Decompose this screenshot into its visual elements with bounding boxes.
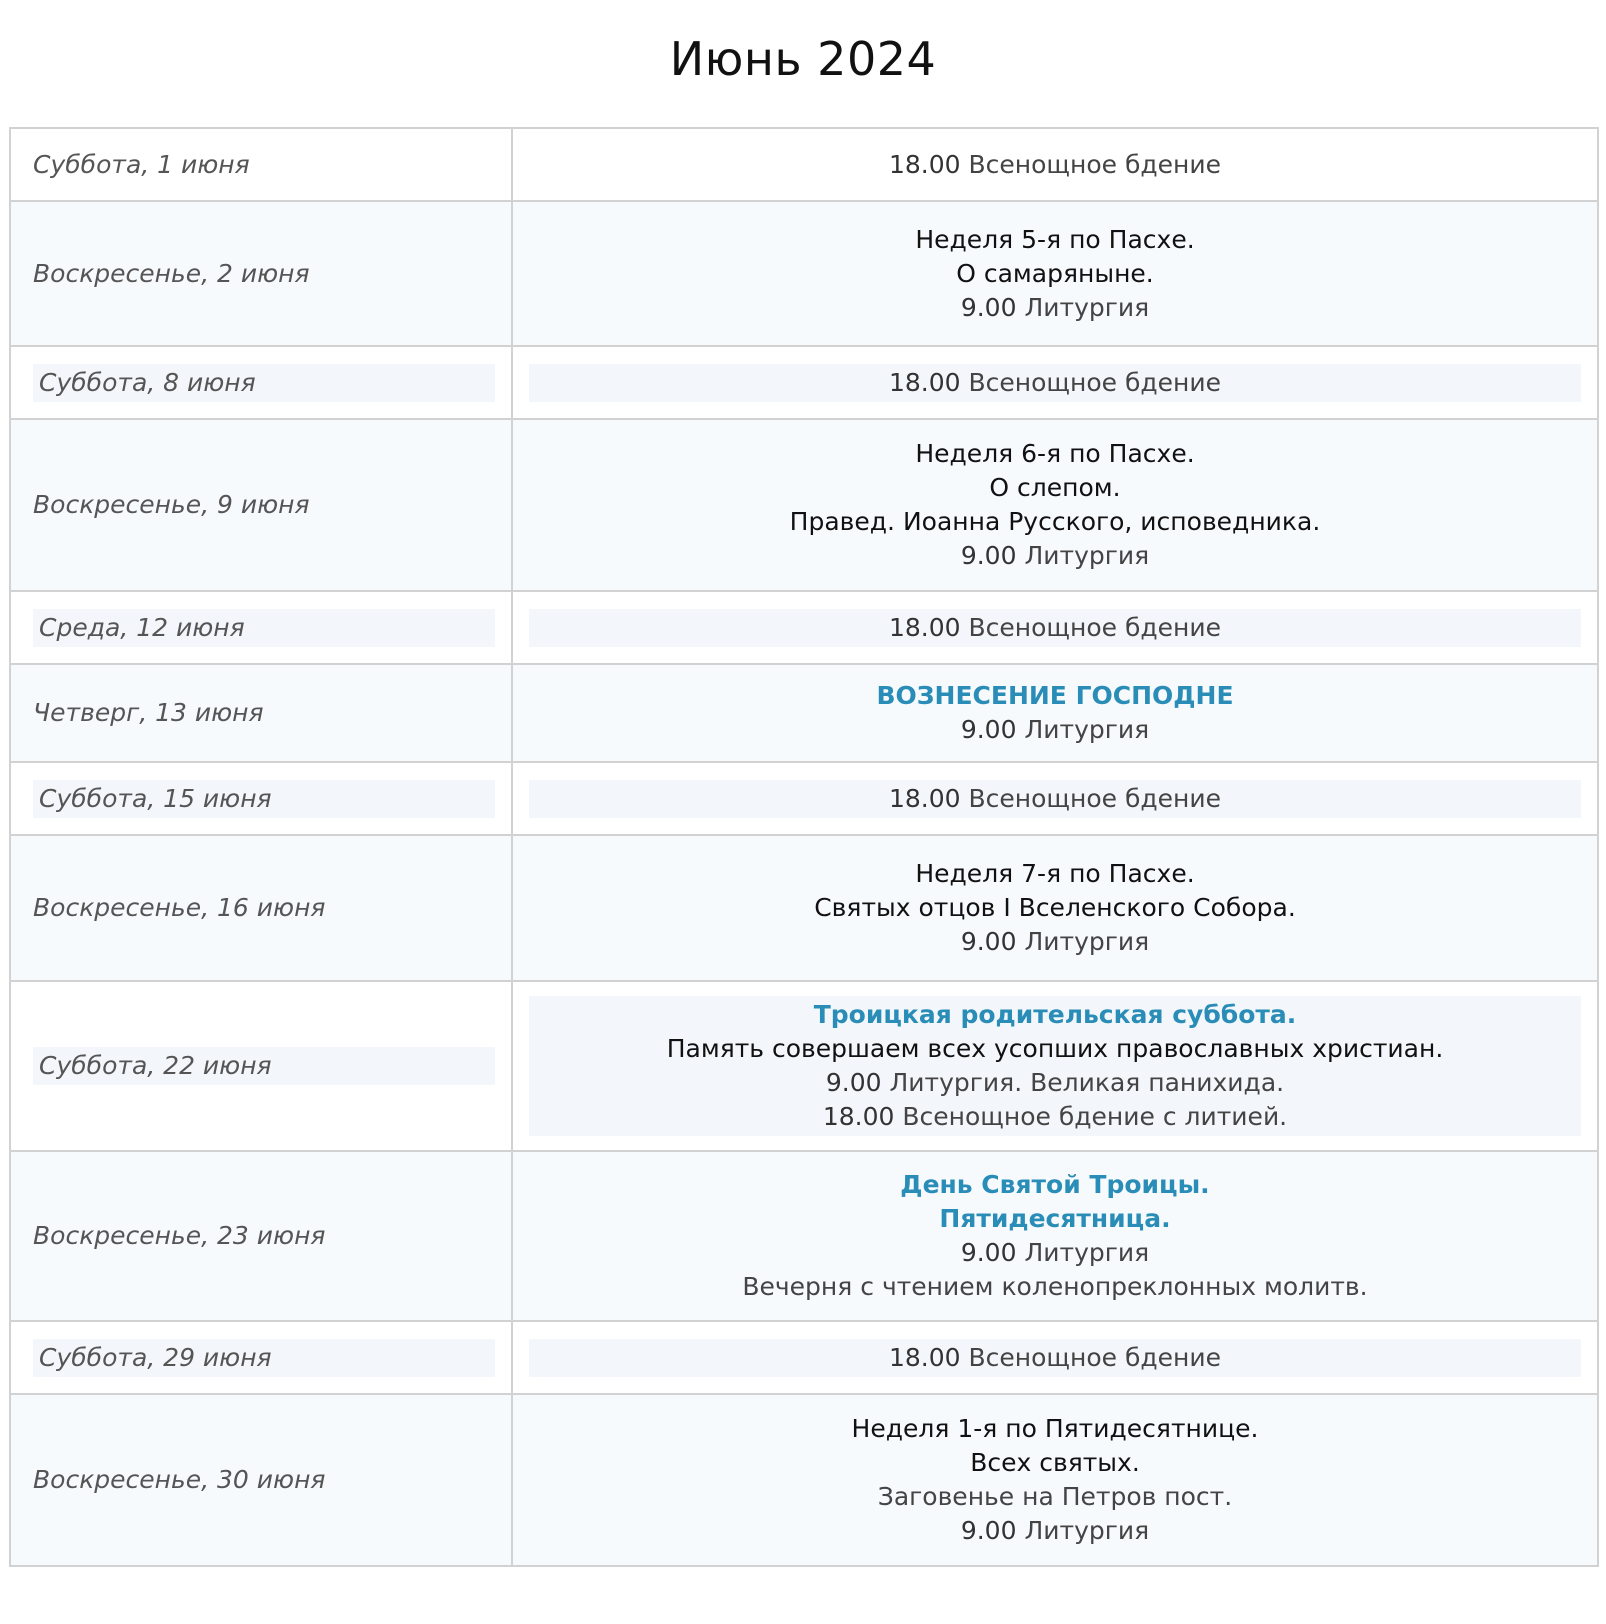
feast-line: Память совершаем всех усопших православных христиан.: [666, 1034, 1444, 1063]
table-row: [10, 664, 1598, 762]
service-line: [529, 713, 1581, 747]
event-cell: [512, 1151, 1598, 1321]
service-time: 18.00: [888, 367, 961, 397]
page-title: Июнь 2024: [669, 32, 937, 86]
table-row: [10, 1394, 1598, 1566]
service-line: [529, 364, 1581, 402]
service-name: Литургия: [1024, 715, 1150, 744]
date-label: Воскресенье, 30 июня: [33, 1465, 326, 1494]
service-name: Всенощное бдение с литией.: [902, 1102, 1288, 1131]
service-line: [529, 1339, 1581, 1377]
date-label: Воскресенье, 16 июня: [33, 893, 326, 922]
date-label: Суббота, 29 июня: [33, 1339, 495, 1377]
feast-line: Неделя 6-я по Пасхе.: [915, 439, 1195, 468]
date-cell: [10, 664, 512, 762]
service-name: Всенощное бдение: [968, 783, 1222, 813]
feast-highlight: ВОЗНЕСЕНИЕ ГОСПОДНЕ: [876, 681, 1234, 710]
service-name: Всенощное бдение: [968, 1342, 1222, 1372]
service-name: Литургия: [1024, 292, 1150, 322]
service-line: [529, 1514, 1581, 1548]
date-label: Суббота, 1 июня: [33, 149, 250, 179]
service-time: 18.00: [888, 612, 961, 642]
date-cell: [10, 419, 512, 591]
event-cell: [512, 664, 1598, 762]
service-line: [529, 291, 1581, 325]
service-line: [535, 1066, 1575, 1100]
date-cell: [10, 1394, 512, 1566]
service-time: 9.00: [960, 1238, 1017, 1267]
service-time: 9.00: [960, 927, 1017, 956]
date-label: Суббота, 15 июня: [33, 780, 495, 818]
feast-line: О самаряныне.: [956, 258, 1154, 288]
date-cell: [10, 762, 512, 835]
event-cell: [512, 591, 1598, 664]
schedule-table: [9, 127, 1599, 1567]
table-row: [10, 591, 1598, 664]
feast-line: Правед. Иоанна Русского, исповедника.: [789, 507, 1321, 536]
service-time: 9.00: [825, 1068, 882, 1097]
event-cell: [512, 128, 1598, 201]
feast-line: Неделя 5-я по Пасхе.: [915, 224, 1195, 254]
service-name: Всенощное бдение: [968, 149, 1222, 179]
feast-highlight: День Святой Троицы.: [900, 1170, 1210, 1199]
table-row: [10, 762, 1598, 835]
service-time: 18.00: [888, 783, 961, 813]
date-cell: [10, 835, 512, 981]
service-name: Литургия: [1024, 927, 1150, 956]
feast-highlight: Троицкая родительская суббота.: [813, 1000, 1297, 1029]
date-label: Воскресенье, 2 июня: [33, 258, 310, 288]
event-cell: [512, 1321, 1598, 1394]
feast-line: Святых отцов I Вселенского Собора.: [814, 893, 1296, 922]
service-name: Литургия: [1024, 1238, 1150, 1267]
event-cell: [512, 835, 1598, 981]
date-label: Суббота, 22 июня: [33, 1047, 495, 1085]
service-time: 9.00: [960, 715, 1017, 744]
service-line: [529, 925, 1581, 959]
service-name: Литургия. Великая панихида.: [889, 1068, 1285, 1097]
service-line: [529, 148, 1581, 182]
event-cell: [512, 762, 1598, 835]
service-time: 9.00: [960, 541, 1017, 570]
table-row: [10, 128, 1598, 201]
service-time: 18.00: [822, 1102, 895, 1131]
service-time: 18.00: [888, 1342, 961, 1372]
date-label: Суббота, 8 июня: [33, 364, 495, 402]
date-cell: [10, 128, 512, 201]
service-time: 9.00: [960, 292, 1017, 322]
date-cell: [10, 201, 512, 346]
date-cell: [10, 346, 512, 419]
date-label: Среда, 12 июня: [33, 609, 495, 647]
event-cell: [512, 419, 1598, 591]
date-cell: [10, 981, 512, 1151]
event-block: [529, 996, 1581, 1136]
service-line: [529, 780, 1581, 818]
table-row: [10, 1151, 1598, 1321]
service-name: Всенощное бдение: [968, 612, 1222, 642]
event-cell: [512, 1394, 1598, 1566]
service-time: 18.00: [888, 149, 961, 179]
service-line: [529, 1236, 1581, 1270]
table-row: [10, 835, 1598, 981]
service-name: Литургия: [1024, 541, 1150, 570]
table-row: [10, 419, 1598, 591]
service-line: [529, 539, 1581, 573]
event-cell: [512, 346, 1598, 419]
service-line: [535, 1100, 1575, 1134]
date-cell: [10, 591, 512, 664]
table-row: [10, 981, 1598, 1151]
table-row: [10, 1321, 1598, 1394]
service-note: Вечерня с чтением коленопреклонных молитв.: [742, 1272, 1368, 1301]
date-label: Воскресенье, 23 июня: [33, 1221, 326, 1250]
table-row: [10, 346, 1598, 419]
event-cell: [512, 981, 1598, 1151]
service-time: 9.00: [960, 1516, 1017, 1545]
feast-line: О слепом.: [989, 473, 1121, 502]
feast-highlight: Пятидесятница.: [939, 1204, 1171, 1233]
event-cell: [512, 201, 1598, 346]
service-name: Всенощное бдение: [968, 367, 1222, 397]
feast-line: Всех святых.: [970, 1448, 1140, 1477]
service-note: Заговенье на Петров пост.: [877, 1482, 1233, 1511]
date-label: Четверг, 13 июня: [33, 698, 264, 727]
date-cell: [10, 1321, 512, 1394]
date-cell: [10, 1151, 512, 1321]
feast-line: Неделя 7-я по Пасхе.: [915, 859, 1195, 888]
table-row: [10, 201, 1598, 346]
feast-line: Неделя 1-я по Пятидесятнице.: [851, 1414, 1259, 1443]
service-name: Литургия: [1024, 1516, 1150, 1545]
service-line: [529, 609, 1581, 647]
date-label: Воскресенье, 9 июня: [33, 490, 310, 519]
